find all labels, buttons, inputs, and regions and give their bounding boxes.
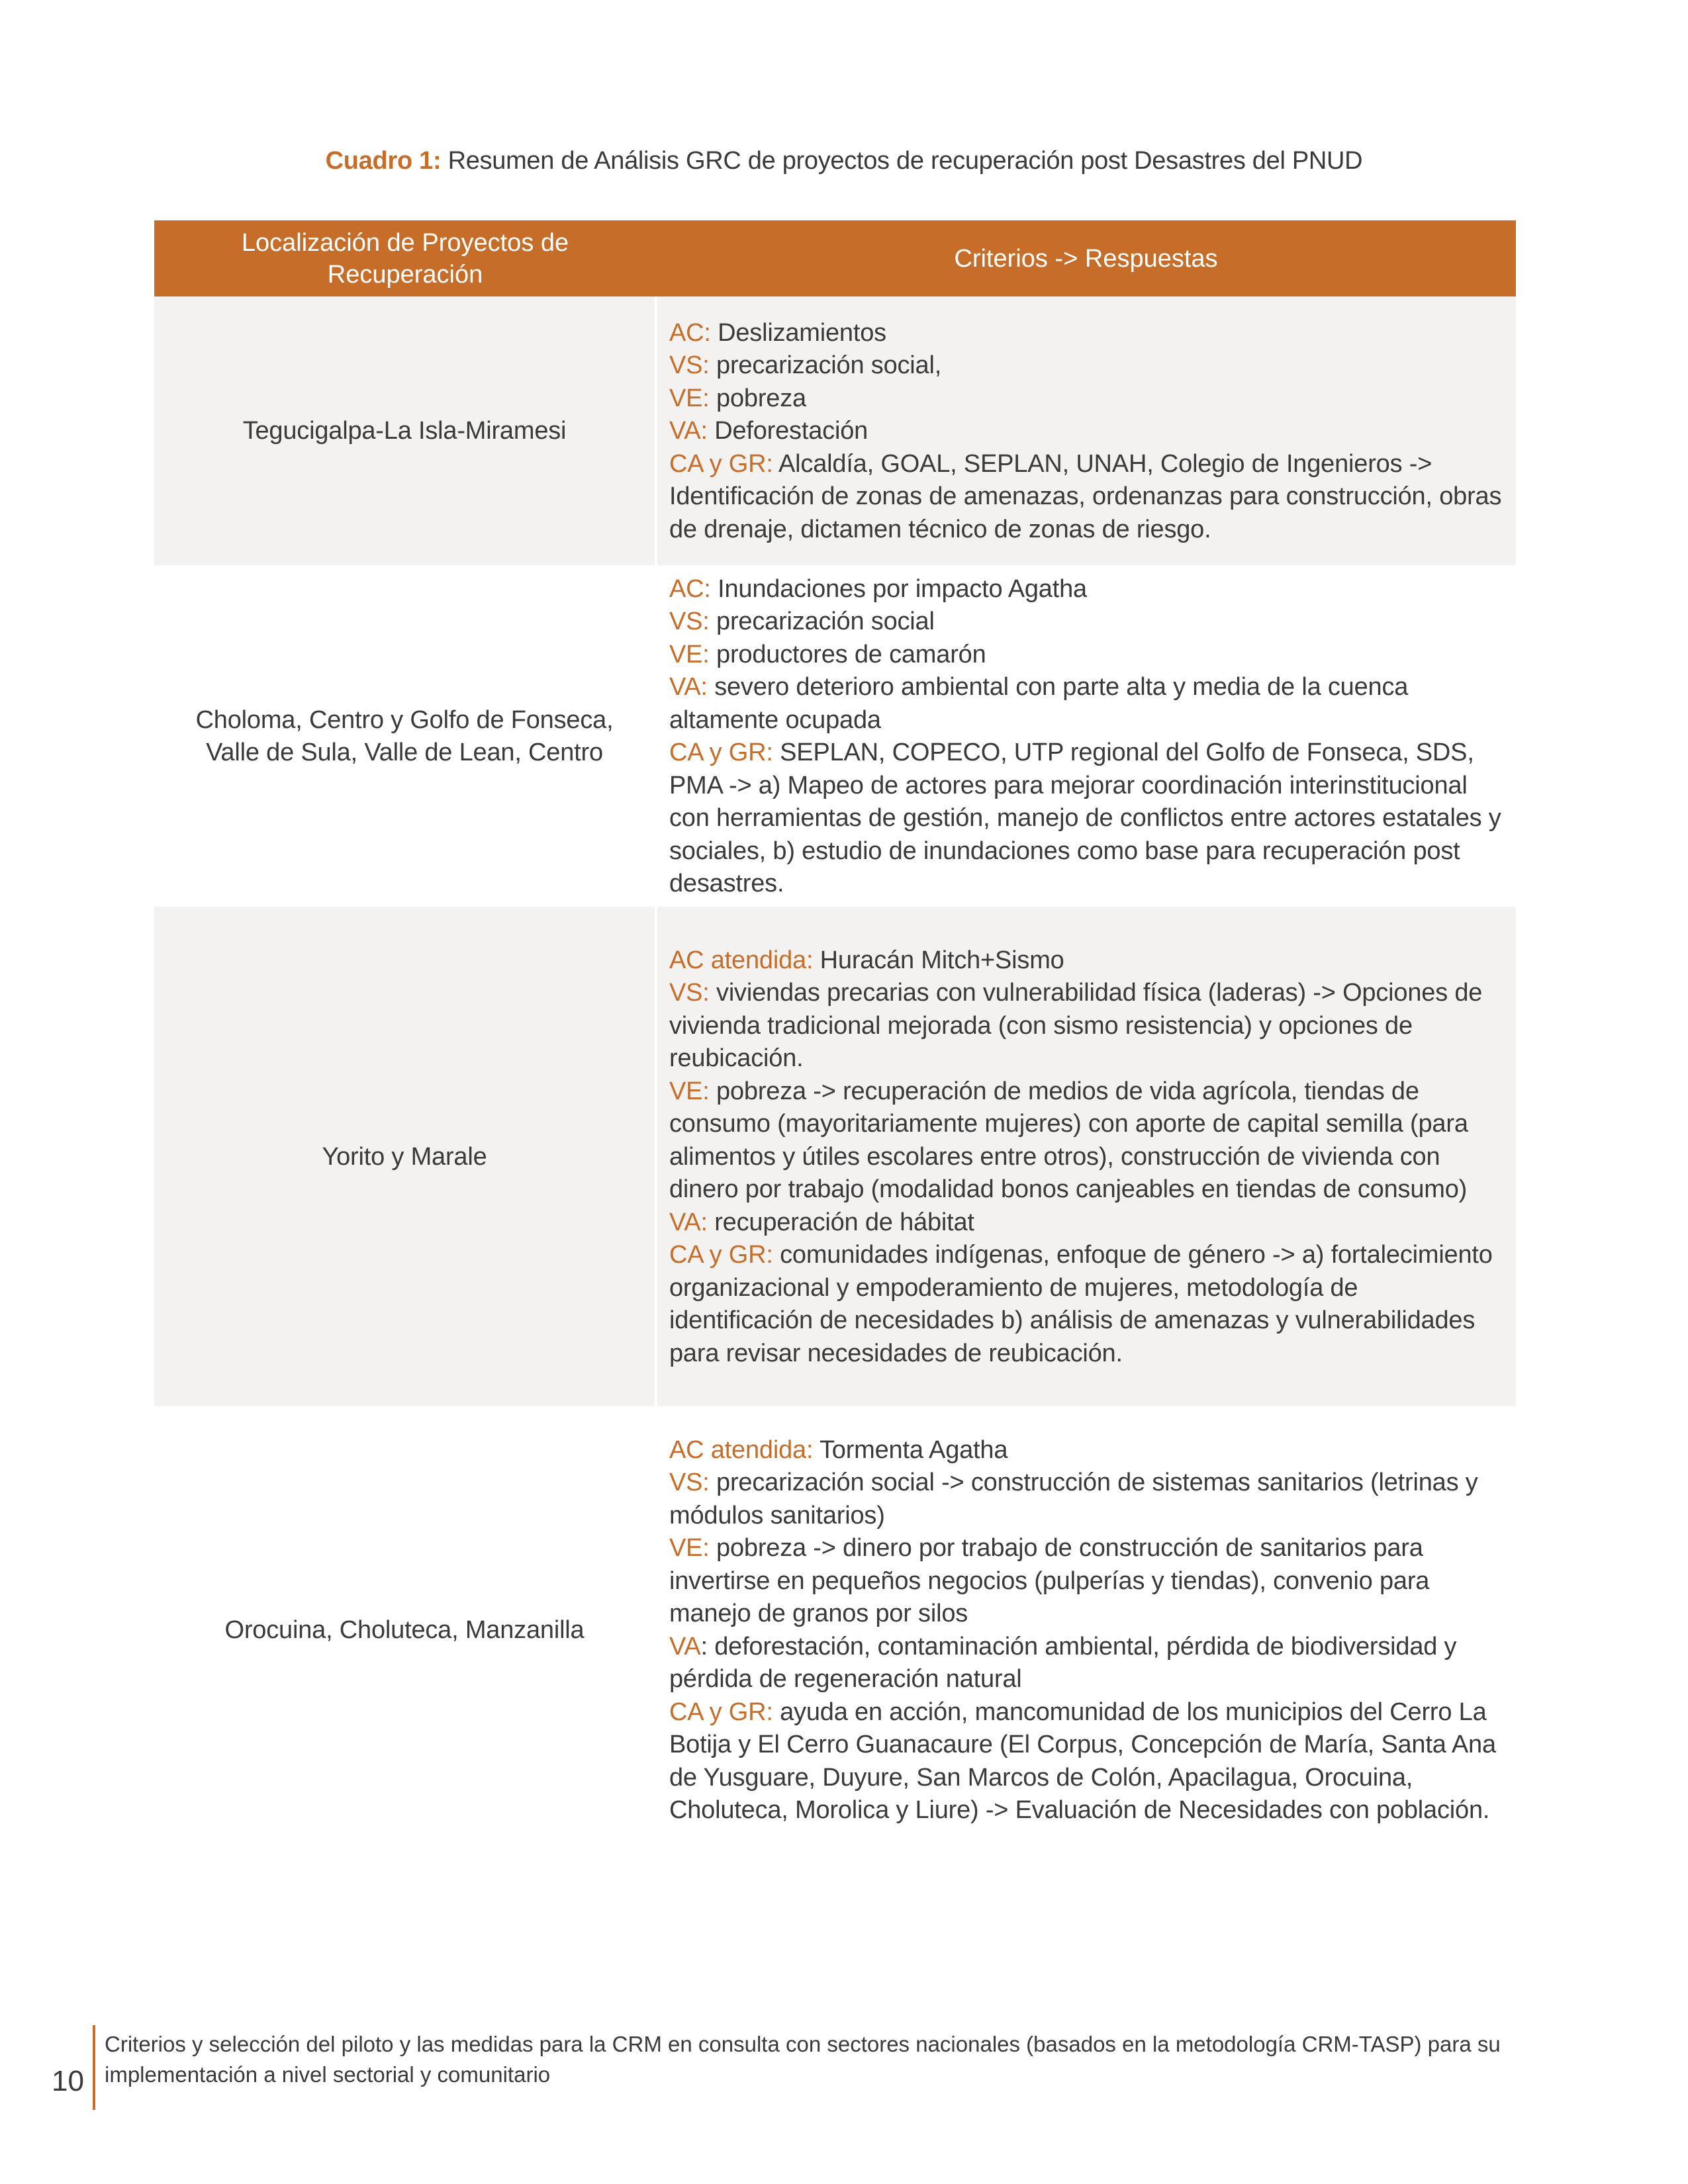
criterion-ac: [669, 1434, 1504, 1467]
location-cell: Tegucigalpa-La Isla-Miramesi: [154, 296, 656, 565]
criterion-key: VA:: [669, 1208, 708, 1236]
criterion-key: CA y GR:: [669, 449, 773, 478]
footer-running-title: Criterios y selección del piloto y las medidas para la CRM en consulta con sectores nacionales (basados en la metodología CRM-TASP) para su implementación a nivel sectorial y comunitario: [105, 2032, 1501, 2087]
criteria-cell: [656, 296, 1516, 565]
criterion-vs: [669, 349, 1504, 383]
criterion-text: SEPLAN, COPECO, UTP regional del Golfo de Fonseca, SDS, PMA -> a) Mapeo de actores para mejorar coordinación interinstitucional con herramientas de gestión, manejo de conflictos entre actores estatales y sociales, b) estudio de inundaciones como base para recuperación post desastres.: [669, 739, 1501, 897]
criterion-text: : deforestación, contaminación ambiental, pérdida de biodiversidad y pérdida de regeneración natural: [669, 1632, 1457, 1693]
criterion-key: CA y GR:: [669, 1241, 773, 1269]
header-location: Localización de Proyectos de Recuperación: [154, 220, 656, 296]
criterion-text: recuperación de hábitat: [707, 1208, 974, 1236]
criterion-text: productores de camarón: [709, 640, 986, 668]
criterion-ac: [669, 317, 1504, 350]
criterion-text: Tormenta Agatha: [813, 1435, 1008, 1464]
table-row: [154, 907, 1516, 1406]
summary-table: [154, 220, 1516, 1853]
table-header-row: [154, 220, 1516, 296]
table-row: [154, 296, 1516, 565]
table-row: [154, 565, 1516, 907]
criterion-text: Inundaciones por impacto Agatha: [710, 574, 1087, 603]
criterion-key: VS:: [669, 608, 710, 635]
criterion-text: viviendas precarias con vulnerabilidad física (laderas) -> Opciones de vivienda tradicional mejorada (con sismo resistencia) y opciones de reubicación.: [669, 979, 1483, 1073]
criterion-key: AC:: [669, 574, 711, 603]
criterion-key: VE:: [669, 384, 710, 412]
criteria-cell: [656, 907, 1516, 1406]
criterion-key: VA:: [669, 417, 708, 445]
criterion-key: VA:: [669, 673, 708, 701]
criterion-key: VS:: [669, 979, 710, 1007]
criterion-ve: [669, 1532, 1504, 1631]
criterion-vs: [669, 606, 1504, 639]
criterion-ac: [669, 944, 1504, 978]
criterion-va: [669, 671, 1504, 737]
criterion-key: AC:: [669, 318, 711, 347]
criteria-cell: [656, 565, 1516, 907]
page-number: 10: [52, 2065, 84, 2097]
table-row: [154, 1406, 1516, 1853]
criterion-key: VE:: [669, 640, 710, 668]
criterion-ca-gr: [669, 1696, 1504, 1827]
criterion-ve: [669, 383, 1504, 416]
table-caption: [0, 147, 1688, 175]
criterion-text: precarización social: [709, 608, 935, 635]
criterion-key: AC atendida:: [669, 1435, 814, 1464]
caption-text: Resumen de Análisis GRC de proyectos de recuperación post Desastres del PNUD: [441, 147, 1363, 175]
criterion-ac: [669, 573, 1504, 606]
criterion-text: severo deterioro ambiental con parte alta y media de la cuenca altamente ocupada: [669, 673, 1409, 734]
criterion-vs: [669, 977, 1504, 1075]
criterion-ca-gr: [669, 448, 1504, 547]
criterion-text: Alcaldía, GOAL, SEPLAN, UNAH, Colegio de Ingenieros -> Identificación de zonas de amenazas, ordenanzas para construcción, obras de drenaje, dictamen técnico de zonas de riesgo.: [669, 449, 1502, 543]
criterion-text: comunidades indígenas, enfoque de género -> a) fortalecimiento organizacional y empoderamiento de mujeres, metodología de identificación de necesidades b) análisis de amenazas y vulnerabilidades para revisar necesidades de reubicación.: [669, 1241, 1493, 1367]
criterion-vs: [669, 1467, 1504, 1532]
criterion-key: VE:: [669, 1534, 710, 1562]
criteria-cell: [656, 1406, 1516, 1853]
criterion-key: CA y GR:: [669, 1698, 773, 1726]
criterion-ve: [669, 639, 1504, 672]
criterion-ve: [669, 1075, 1504, 1206]
criterion-va: [669, 1206, 1504, 1240]
caption-label: Cuadro 1:: [325, 147, 442, 175]
header-criteria: Criterios -> Respuestas: [656, 220, 1516, 296]
criterion-text: Deslizamientos: [710, 318, 886, 347]
criterion-va: [669, 1631, 1504, 1696]
location-cell: Orocuina, Choluteca, Manzanilla: [154, 1406, 656, 1853]
criterion-text: precarización social -> construcción de sistemas sanitarios (letrinas y módulos sanitarios): [669, 1469, 1478, 1529]
criterion-va: [669, 415, 1504, 448]
criterion-ca-gr: [669, 1239, 1504, 1370]
criterion-ca-gr: [669, 737, 1504, 901]
criterion-text: pobreza -> dinero por trabajo de construcción de sanitarios para invertirse en pequeños negocios (pulperías y tiendas), convenio para manejo de granos por silos: [669, 1534, 1430, 1627]
criterion-text: Deforestación: [707, 417, 868, 445]
criterion-text: ayuda en acción, mancomunidad de los municipios del Cerro La Botija y El Cerro Guanacaure (El Corpus, Concepción de María, Santa Ana de Yusguare, Duyure, San Marcos de Colón, Apacilagua, Orocuina, Choluteca, Morolica y Liure) -> Evaluación de Necesidades con población.: [669, 1698, 1496, 1824]
location-cell: Choloma, Centro y Golfo de Fonseca, Valle de Sula, Valle de Lean, Centro: [154, 565, 656, 907]
criterion-text: pobreza: [709, 384, 806, 412]
criterion-key: VA: [669, 1632, 701, 1661]
page-footer: [0, 2025, 1688, 2118]
criterion-key: CA y GR:: [669, 739, 773, 766]
criterion-text: pobreza -> recuperación de medios de vida agrícola, tiendas de consumo (mayoritariamente mujeres) con aporte de capital semilla (para alimentos y útiles escolares entre otros), construcción de vivienda con dinero por trabajo (modalidad bonos canjeables en tiendas de consumo): [669, 1077, 1468, 1204]
footer-divider: [93, 2025, 95, 2110]
criterion-text: precarización social,: [709, 351, 942, 380]
criterion-key: VS:: [669, 1469, 710, 1496]
criterion-key: VS:: [669, 351, 710, 380]
criterion-key: AC atendida:: [669, 946, 814, 974]
criterion-key: VE:: [669, 1077, 710, 1105]
location-cell: Yorito y Marale: [154, 907, 656, 1406]
criterion-text: Huracán Mitch+Sismo: [813, 946, 1064, 974]
